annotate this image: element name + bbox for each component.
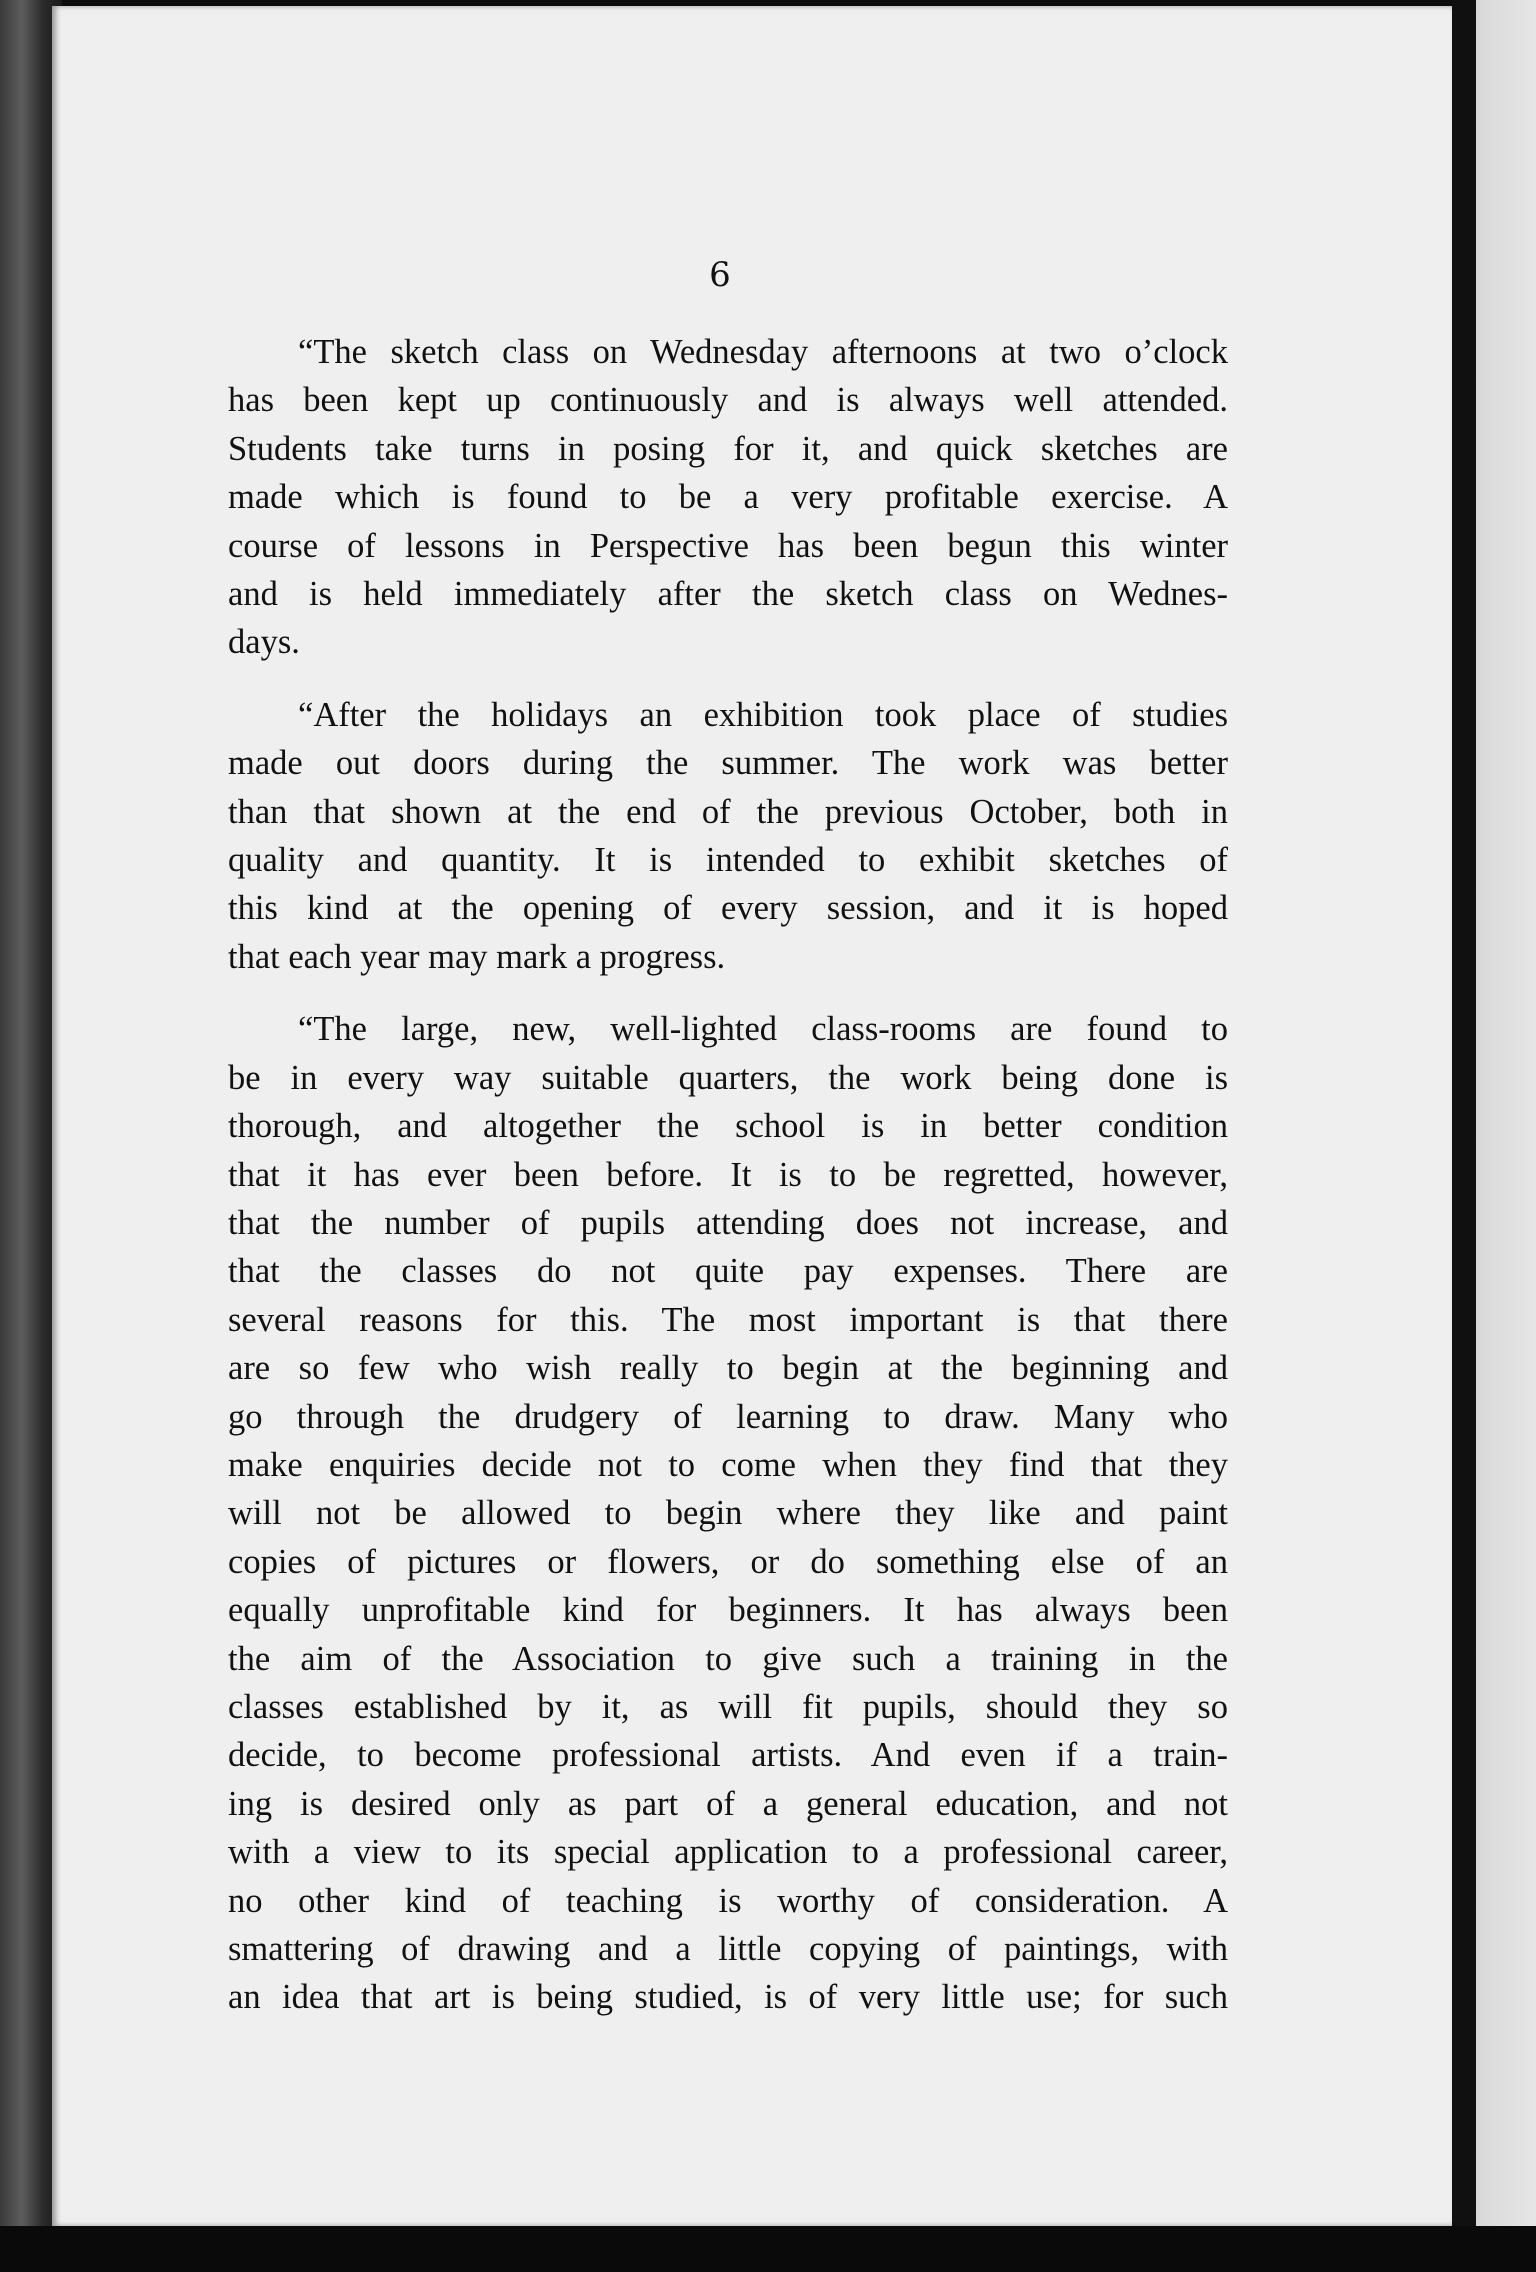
text-line: be in every way suitable quarters, the work being done is [228, 1058, 1228, 1097]
text-line: course of lessons in Perspective has been begun this winter [228, 526, 1228, 565]
text-line: than that shown at the end of the previous October, both in [228, 792, 1228, 831]
page-number: 6 [709, 255, 731, 295]
text-line: that each year may mark a progress. [228, 937, 726, 976]
text-line: Students take turns in posing for it, and quick sketches are [228, 429, 1228, 468]
text-line: and is held immediately after the sketch class on Wednes- [228, 575, 1228, 614]
text-line: that the classes do not quite pay expenses. There are [228, 1252, 1228, 1291]
text-line: copies of pictures or flowers, or do something else of an [228, 1542, 1228, 1581]
text-line: classes established by it, as will fit pupils, should they so [228, 1687, 1228, 1726]
text-line: will not be allowed to begin where they like and paint [228, 1494, 1228, 1533]
text-line: “The large, new, well-lighted class-rooms are found to [298, 1010, 1228, 1049]
paragraph-exhibition [228, 691, 1228, 981]
paragraph-class-rooms [228, 1005, 1228, 2022]
scan-bottom-border [0, 2226, 1536, 2272]
text-line: “After the holidays an exhibition took place of studies [298, 695, 1228, 734]
text-line: with a view to its special application to a professional career, [228, 1833, 1228, 1872]
text-line: made which is found to be a very profitable exercise. A [228, 478, 1228, 517]
text-line: this kind at the opening of every session, and it is hoped [228, 889, 1228, 928]
page-gutter [1452, 0, 1476, 2272]
text-line: make enquiries decide not to come when they find that they [228, 1445, 1228, 1484]
text-line: decide, to become professional artists. And even if a train- [228, 1736, 1228, 1775]
adjacent-page-edge [1476, 0, 1536, 2230]
text-line: several reasons for this. The most important is that there [228, 1300, 1228, 1339]
text-line: “The sketch class on Wednesday afternoons at two o’clock [298, 333, 1228, 371]
text-line: an idea that art is being studied, is of very little use; for such [228, 1978, 1228, 2017]
text-line: that the number of pupils attending does not increase, and [228, 1203, 1228, 1242]
text-line: equally unprofitable kind for beginners. It has always been [228, 1591, 1228, 1630]
paragraph-sketch-class [228, 328, 1228, 667]
body-text [228, 328, 1228, 2046]
text-line: are so few who wish really to begin at the beginning and [228, 1349, 1228, 1388]
text-line: smattering of drawing and a little copying of paintings, with [228, 1930, 1228, 1968]
text-line: ing is desired only as part of a general education, and not [228, 1784, 1228, 1823]
text-line: has been kept up continuously and is always well attended. [228, 381, 1228, 420]
text-line: thorough, and altogether the school is in better condition [228, 1107, 1228, 1146]
text-line: that it has ever been before. It is to be regretted, however, [228, 1155, 1228, 1194]
text-line: no other kind of teaching is worthy of consideration. A [228, 1881, 1228, 1920]
text-line: made out doors during the summer. The work was better [228, 744, 1228, 783]
text-line: quality and quantity. It is intended to exhibit sketches of [228, 841, 1228, 880]
text-line: the aim of the Association to give such a training in the [228, 1639, 1228, 1678]
text-line: go through the drudgery of learning to draw. Many who [228, 1397, 1228, 1436]
text-line: days. [228, 623, 300, 662]
